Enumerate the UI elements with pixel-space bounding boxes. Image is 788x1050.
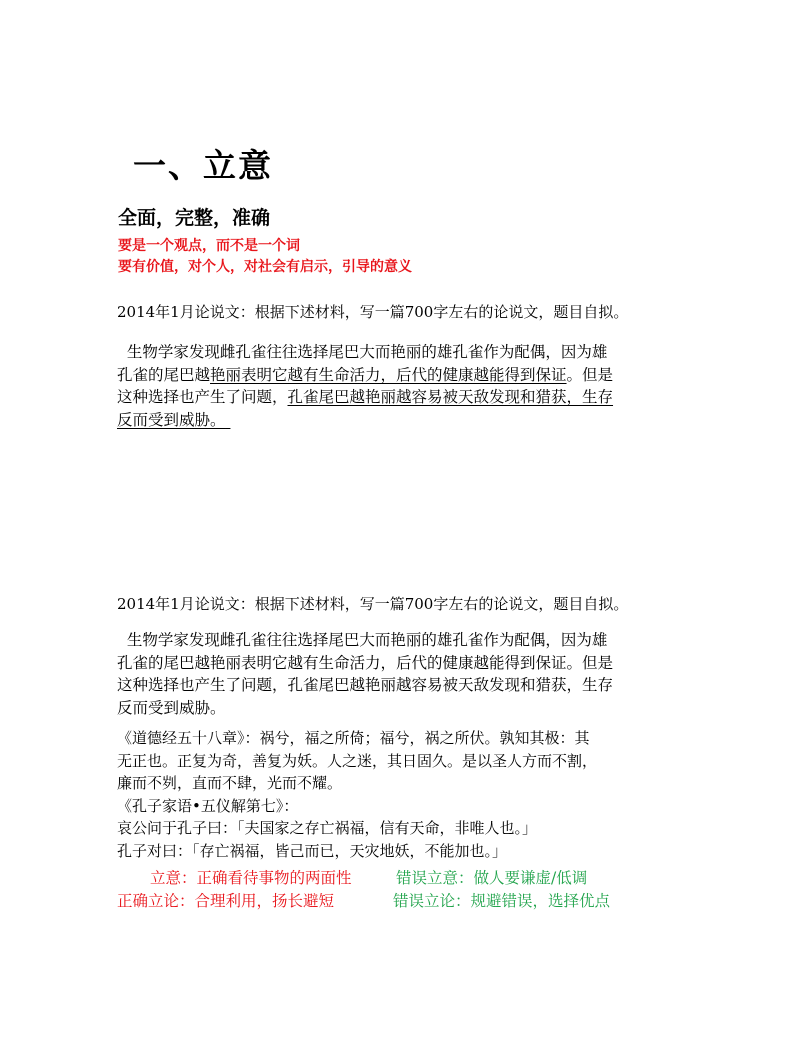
quote-line: 哀公问于孔子曰：「夫国家之存亡祸福，信有天命，非唯人也。」 xyxy=(117,819,538,837)
section1-prompt: 2014年1月论说文：根据下述材料，写一篇700字左右的论说文，题目自拟。 xyxy=(117,303,629,321)
quote-line: 《道德经五十八章》：祸兮，福之所倚；福兮，祸之所伏。孰知其极：其 xyxy=(117,729,590,747)
section2-material xyxy=(117,629,677,719)
section2-line-2: 孔雀的尾巴越艳丽表明它越有生命活力，后代的健康越能得到保证。但是 xyxy=(117,653,614,672)
section1-line-2: 孔雀的尾巴越艳丽表明它越有生命活力，后代的健康越能得到保证。但是 xyxy=(117,365,614,384)
section2-prompt: 2014年1月论说文：根据下述材料，写一篇700字左右的论说文，题目自拟。 xyxy=(117,595,629,613)
correct-intent: 立意：正确看待事物的两面性 xyxy=(150,869,352,887)
requirement-2: 要有价值，对个人，对社会有启示，引导的意义 xyxy=(118,259,412,275)
section2-line-3: 这种选择也产生了问题，孔雀尾巴越艳丽越容易被天敌发现和猎获，生存 xyxy=(117,676,614,694)
quote-line: 无正也。正复为奇，善复为妖。人之迷，其日固久。是以圣人方而不割， xyxy=(117,751,598,770)
wrong-argument: 错误立论：规避错误，选择优点 xyxy=(393,892,611,910)
section1-material xyxy=(117,341,677,431)
quote-line: 孔子对曰：「存亡祸福，皆己而已，天灾地妖，不能加也。」 xyxy=(117,841,508,860)
underlined-text: 反而受到威胁。 xyxy=(117,410,226,429)
wrong-intent: 错误立意：做人要谦虚/低调 xyxy=(396,869,588,887)
requirement-1: 要是一个观点，而不是一个词 xyxy=(118,238,300,254)
page-title: 一、立意 xyxy=(133,146,273,185)
section1-line-3: 这种选择也产生了问题，孔雀尾巴越艳丽越容易被天敌发现和猎获，生存 xyxy=(117,388,614,406)
section2-line-1: 生物学家发现雌孔雀往往选择尾巴大而艳丽的雄孔雀作为配偶，因为雄 xyxy=(126,631,608,649)
section1-line-1: 生物学家发现雌孔雀往往选择尾巴大而艳丽的雄孔雀作为配偶，因为雄 xyxy=(126,343,608,361)
underlined-text: 孔雀尾巴越艳丽越容易被天敌发现和猎获，生存 xyxy=(287,388,614,406)
quote-line: 《孔子家语•五仪解第七》： xyxy=(117,796,299,815)
section2-line-4: 反而受到威胁。 xyxy=(117,698,226,717)
underlined-text: 艳丽表明它越有生命活力，后代的健康越能得到保证 xyxy=(210,365,567,384)
quote-line: 廉而不刿，直而不肆，光而不耀。 xyxy=(117,774,343,792)
subheading: 全面，完整，准确 xyxy=(118,207,271,229)
section1-line-4 xyxy=(117,409,677,432)
classical-quotes xyxy=(117,727,597,862)
correct-argument: 正确立论：合理利用，扬长避短 xyxy=(117,892,335,910)
